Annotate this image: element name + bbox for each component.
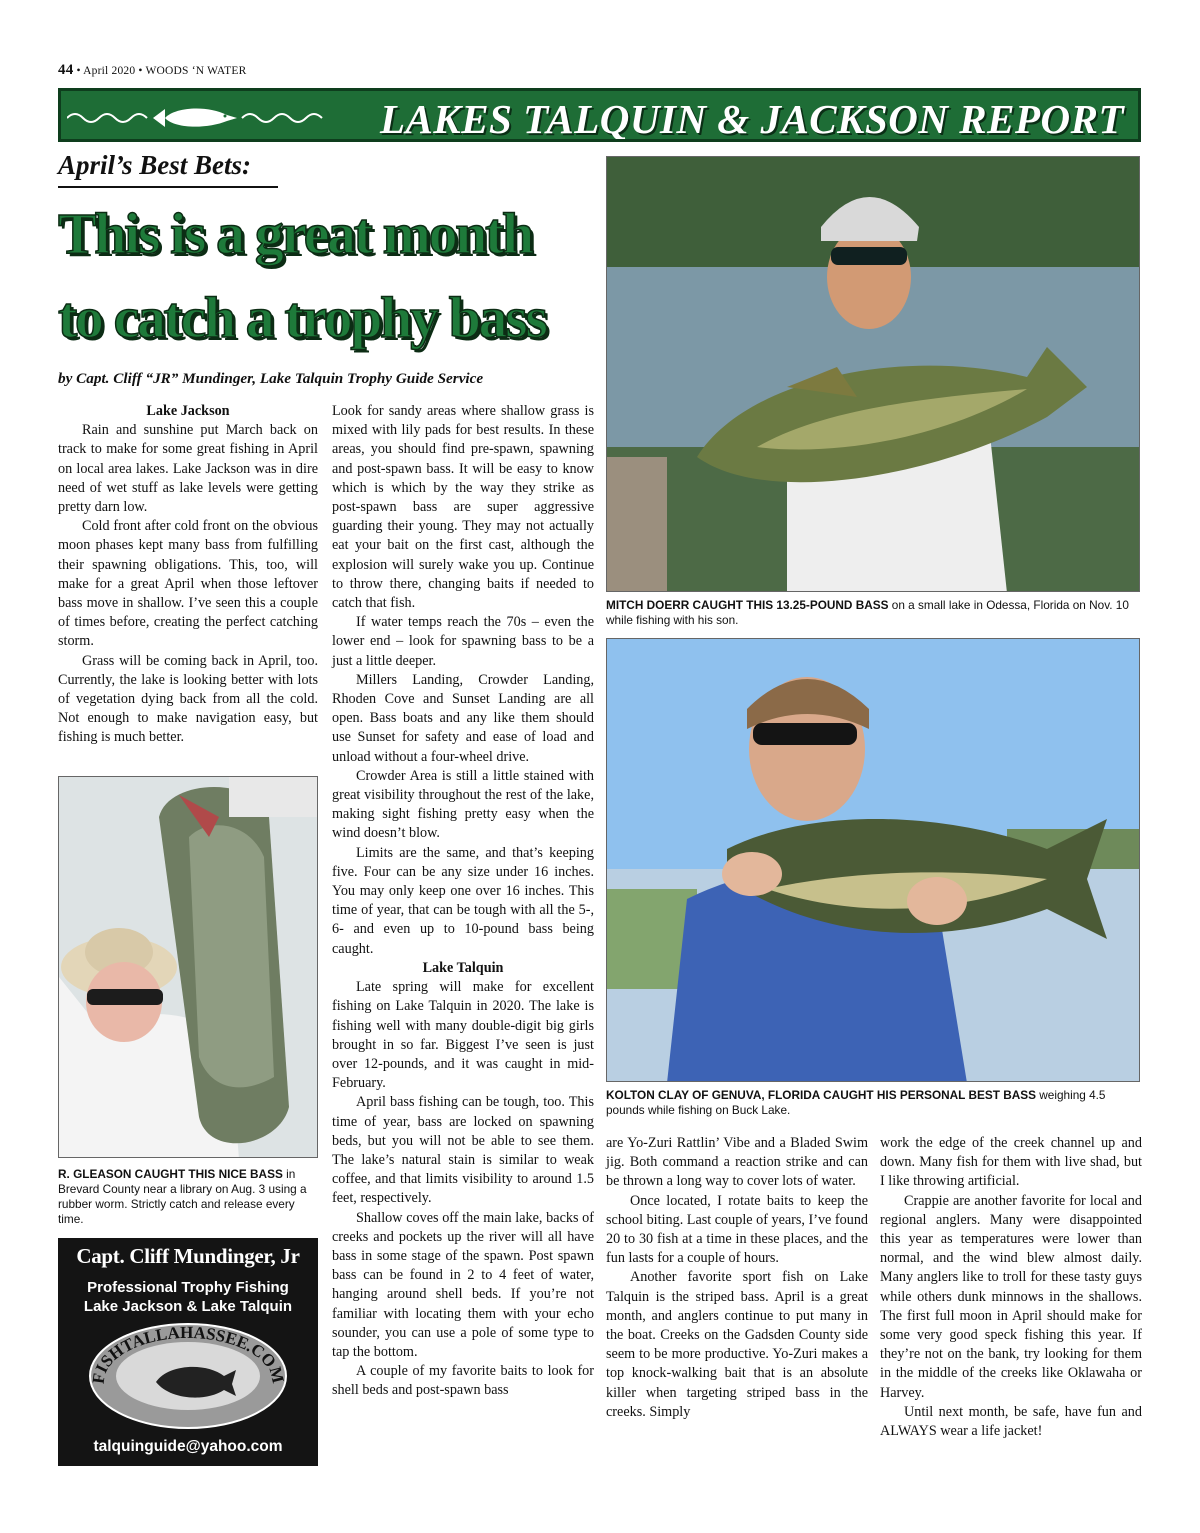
kicker-rule: [58, 186, 278, 188]
caption-gleason-rest: in Brevard County near a library on Aug. 3 using a rubber worm. Strictly catch and release every time.: [58, 1167, 307, 1226]
paragraph: Until next month, be safe, have fun and ALWAYS wear a life jacket!: [880, 1403, 1142, 1440]
paragraph: Grass will be coming back in April, too. Currently, the lake is looking better with lots of vegetation dying back from all the cold. Not enough to make navigation easy, but fishing is much better.: [58, 652, 318, 746]
caption-kolton-rest: weighing 4.5 pounds while fishing on Buck Lake.: [606, 1088, 1106, 1117]
section-banner: [58, 88, 1141, 142]
paragraph: Millers Landing, Crowder Landing, Rhoden Cove and Sunset Landing are all open. Bass boats and any like them should use Sunset for safety and ease of load and unload without a four-wheel drive.: [332, 671, 594, 765]
caption-gleason-bold: R. GLEASON CAUGHT THIS NICE BASS: [58, 1167, 283, 1181]
caption-kolton: [606, 1088, 1140, 1118]
paragraph: A couple of my favorite baits to look for shell beds and post-spawn bass: [332, 1363, 594, 1399]
bass-fish-icon: [67, 107, 335, 129]
caption-kolton-bold: KOLTON CLAY OF GENUVA, FLORIDA CAUGHT HIS PERSONAL BEST BASS: [606, 1088, 1036, 1102]
photo-gleason-bass: [58, 776, 318, 1158]
photo-mitch-doerr-bass: [606, 156, 1140, 592]
issue-line: • April 2020 • WOODS ‘N WATER: [76, 65, 247, 77]
paragraph: Crowder Area is still a little stained with great visibility throughout the rest of the lake, making sight fishing pretty easy when the wind doesn’t blow.: [332, 767, 594, 842]
article-column-1: [58, 402, 318, 748]
headline-line-2: to catch a trophy bass: [58, 285, 546, 350]
paragraph: are Yo-Zuri Rattlin’ Vibe and a Bladed Swim jig. Both command a reaction strike and can be thrown a long way to cover lots of water.: [606, 1135, 868, 1190]
subhead-lake-talquin: Lake Talquin: [422, 959, 504, 976]
banner-title: LAKES TALQUIN & JACKSON REPORT: [379, 96, 1124, 142]
paragraph: Cold front after cold front on the obvious moon phases kept many bass from fulfilling their spawning obligations. This, too, will make for a great April when those leftover bass move in shallow. I’ve seen this a couple of times before, creating the perfect catching storm.: [58, 518, 318, 650]
caption-mitch-bold: MITCH DOERR CAUGHT THIS 13.25-POUND BASS: [606, 598, 889, 612]
caption-mitch: [606, 598, 1140, 628]
ad-email: talquinguide@yahoo.com: [93, 1438, 283, 1455]
article-column-4: [880, 1134, 1142, 1441]
photo-kolton-clay-bass: [606, 638, 1140, 1082]
page-folio: [58, 62, 246, 79]
guide-service-ad: [58, 1238, 318, 1466]
caption-gleason: [58, 1167, 318, 1227]
ad-subtitle: [58, 1278, 318, 1316]
paragraph: Another favorite sport fish on Lake Talquin is the striped bass. April is a great month, and anglers continue to put many in the boat. Creeks on the Gadsden County side seem to be more productive. Yo-Zuri makes a top knock-walking bait that is an absolute killer when targeting striped bass in the creeks. Simply: [606, 1269, 868, 1420]
ad-title: Capt. Cliff Mundinger, Jr: [76, 1244, 300, 1268]
article-column-2: [332, 402, 594, 1401]
paragraph: Look for sandy areas where shallow grass is mixed with lily pads for best results. In these areas, you should find pre-spawn, spawning and post-spawn bass. It will be easy to know which is which by the way they strike as post-spawn bass are super aggressive guarding their young. They may not actually eat your bait on the first cast, although the explosion will surely wake you up. Continue to throw there, changing baits if needed to catch that fish.: [332, 403, 594, 612]
caption-mitch-rest: on a small lake in Odessa, Florida on Nov. 10 while fishing with his son.: [606, 598, 1129, 627]
article-column-3: [606, 1134, 868, 1422]
page-number: 44: [58, 62, 74, 78]
logo-text-path: FISHTALLAHASSEE.COM: [88, 1322, 288, 1386]
byline: by Capt. Cliff “JR” Mundinger, Lake Talquin Trophy Guide Service: [58, 370, 484, 387]
kicker: April’s Best Bets:: [58, 150, 252, 180]
paragraph: Late spring will make for excellent fishing on Lake Talquin in 2020. The lake is fishing well with many double-digit big girls brought in so far. Biggest I’ve seen is just over 12-pounds, and it was caught in mid-February.: [332, 979, 594, 1092]
headline-line-1: This is a great month: [58, 201, 532, 266]
paragraph: Rain and sunshine put March back on track to make for some great fishing in April on local area lakes. Lake Jackson was in dire need of wet stuff as lake levels were getting pretty darn low.: [58, 422, 318, 516]
paragraph: work the edge of the creek channel up and down. Many fish for them with live shad, but I like throwing artificial.: [880, 1135, 1142, 1190]
fishtallahassee-logo: [86, 1320, 290, 1432]
headline: [58, 192, 598, 360]
paragraph: Once located, I rotate baits to keep the school biting. Last couple of years, I’ve found 20 to 30 fish at a time in these places, and the fun lasts for a couple of hours.: [606, 1192, 869, 1267]
subhead-lake-jackson: Lake Jackson: [146, 403, 230, 419]
photo-kolton-art: [607, 639, 1140, 1082]
paragraph: April bass fishing can be tough, too. This time of year, bass are locked on spawning beds, but you will not be able to see them. The lake’s natural stain is similar to weak coffee, and that limits visibility to around 1.5 feet, respectively.: [332, 1094, 594, 1207]
paragraph: Limits are the same, and that’s keeping five. Four can be any size under 16 inches. You may only keep one over 16 inches. This time of year, that can be tough with all the 5-, 6- and even up to 10-pound bass being caught.: [332, 844, 594, 957]
photo-gleason-art: [59, 777, 318, 1158]
paragraph: Crappie are another favorite for local and regional anglers. Many were disappointed this year as temperatures were lower than normal, and the wind blew almost daily. Many anglers like to troll for these tasty guys while others dunk minnows in the shallows. The first full moon in April should make for some very good speck fishing this year. If they’re not on the bank, try looking for them in the middle of the creeks like Oklawaha or Harvey.: [880, 1192, 1142, 1401]
photo-mitch-art: [607, 157, 1140, 592]
paragraph: If water temps reach the 70s – even the lower end – look for spawning bass to be a just a little deeper.: [332, 614, 594, 669]
ad-subtitle-line-1: Professional Trophy Fishing: [87, 1279, 289, 1296]
ad-subtitle-line-2: Lake Jackson & Lake Talquin: [83, 1298, 293, 1315]
paragraph: Shallow coves off the main lake, backs of creeks and pockets up the river will all have bass in some stage of the spawn. Post spawn bass can be found in 2 to 4 feet of water, hanging around shell beds. If you’re not familiar with locating them with your echo sounder, you can use a pole of some type to tap the bottom.: [332, 1209, 594, 1360]
